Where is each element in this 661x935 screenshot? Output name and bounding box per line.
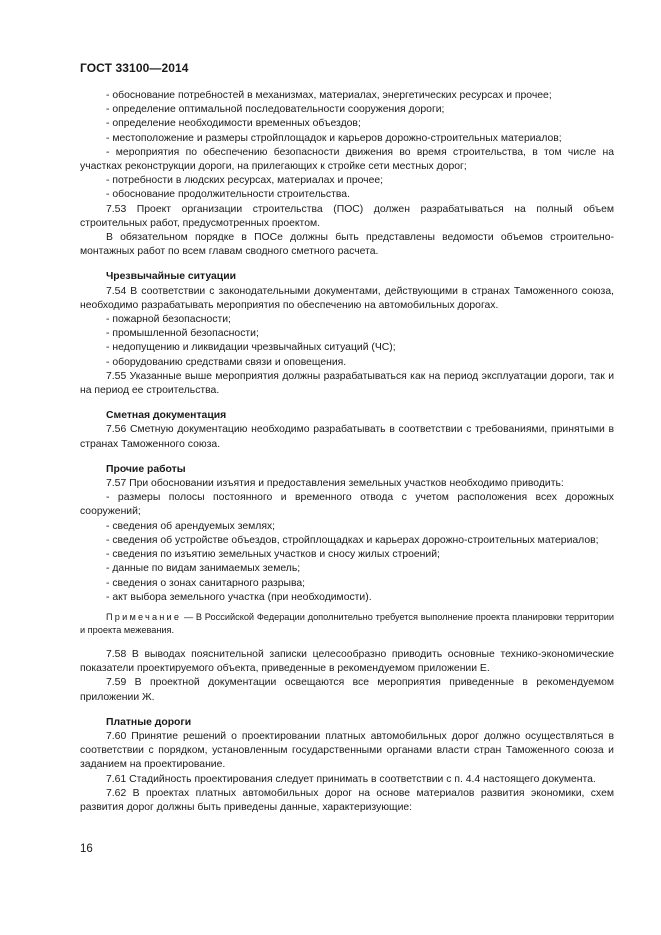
spacer bbox=[80, 452, 614, 463]
list-item: - обоснование продолжительности строительства. bbox=[106, 189, 350, 201]
spacer bbox=[80, 637, 614, 648]
list-item: - недопущению и ликвидации чрезвычайных ситуаций (ЧС); bbox=[106, 342, 396, 354]
list-item: - оборудованию средствами связи и оповещения. bbox=[106, 356, 347, 368]
section-heading: Платные дороги bbox=[106, 716, 192, 728]
paragraph: В обязательном порядке в ПОСе должны быть представлены ведомости объемов строительно-монтажных работ по всем главам сводного сметного расчета. bbox=[80, 232, 614, 258]
note bbox=[80, 611, 614, 637]
note-text: — В Российской Федерации дополнительно требуется выполнение проекта планировки территории и проекта межевания. bbox=[80, 611, 614, 635]
list-item: - акт выбора земельного участка (при необходимости). bbox=[106, 591, 372, 603]
paragraph: 7.55 Указанные выше мероприятия должны разрабатываться как на период эксплуатации дороги, так и на период ее строительства. bbox=[80, 370, 614, 397]
document-body bbox=[80, 89, 614, 815]
list-item: - определение оптимальной последовательности сооружения дороги; bbox=[106, 104, 445, 116]
section-heading: Чрезвычайные ситуации bbox=[106, 271, 236, 283]
list-item: - промышленной безопасности; bbox=[106, 328, 259, 340]
paragraph: 7.53 Проект организации строительства (ПОС) должен разрабатываться на полный объем строительных работ, предусмотренных проектом. bbox=[80, 203, 614, 229]
document-header: ГОСТ 33100—2014 bbox=[80, 61, 189, 75]
paragraph: 7.60 Принятие решений о проектировании платных автомобильных дорог должно осуществляться в соответствии с порядком, установленным государственными органами власти стран Таможенного союза и заданием на проектирование. bbox=[80, 730, 614, 771]
paragraph: 7.54 В соответствии с законодательными документами, действующими в странах Таможенного союза, необходимо разрабатывать мероприятия по обеспечению на автомобильных дорогах. bbox=[80, 285, 614, 311]
spacer bbox=[80, 398, 614, 409]
list-item: - размеры полосы постоянного и временного отвода с учетом расположения всех дорожных сооружений; bbox=[80, 492, 614, 518]
list-item: - данные по видам занимаемых земель; bbox=[106, 563, 301, 575]
paragraph: 7.62 В проектах платных автомобильных дорог на основе материалов развития экономики, схем развития дорог должны быть приведены данные, характеризующие: bbox=[80, 787, 614, 813]
paragraph: 7.58 В выводах пояснительной записки целесообразно приводить основные технико-экономические показатели проектируемого объекта, приведенные в рекомендуемом приложении Е. bbox=[80, 648, 614, 675]
list-item: - сведения о зонах санитарного разрыва; bbox=[106, 577, 306, 589]
list-item: - пожарной безопасности; bbox=[106, 314, 231, 326]
spacer bbox=[80, 259, 614, 270]
page-number: 16 bbox=[80, 843, 93, 855]
list-item: - определение необходимости временных объездов; bbox=[106, 118, 361, 130]
paragraph: 7.61 Стадийность проектирования следует принимать в соответствии с п. 4.4 настоящего документа. bbox=[106, 773, 596, 785]
paragraph: 7.57 При обосновании изъятия и предоставления земельных участков необходимо приводить: bbox=[106, 478, 564, 490]
list-item: - мероприятия по обеспечению безопасности движения во время строительства, в том числе на участках реконструкции дороги, на прилегающих к стройке сети местных дорог; bbox=[80, 146, 614, 173]
spacer bbox=[80, 705, 614, 716]
list-item: - местоположение и размеры стройплощадок и карьеров дорожно-строительных материалов; bbox=[106, 132, 562, 144]
section-heading: Прочие работы bbox=[106, 463, 186, 475]
list-item: - потребности в людских ресурсах, материалах и прочее; bbox=[106, 175, 384, 187]
section-heading: Сметная документация bbox=[106, 410, 227, 422]
list-item: - сведения по изъятию земельных участков и сносу жилых строений; bbox=[106, 549, 440, 561]
list-item: - сведения об арендуемых землях; bbox=[106, 520, 276, 532]
paragraph: 7.59 В проектной документации освещаются все мероприятия приведенные в рекомендуемом приложении Ж. bbox=[80, 677, 614, 703]
paragraph: 7.56 Сметную документацию необходимо разрабатывать в соответствии с требованиями, принятыми в странах Таможенного союза. bbox=[80, 424, 614, 450]
list-item: - сведения об устройстве объездов, стройплощадках и карьерах дорожно-строительных материалов; bbox=[106, 534, 599, 546]
list-item: - обоснование потребностей в механизмах, материалах, энергетических ресурсах и прочее; bbox=[106, 90, 552, 101]
note-label: Примечание bbox=[106, 611, 182, 622]
